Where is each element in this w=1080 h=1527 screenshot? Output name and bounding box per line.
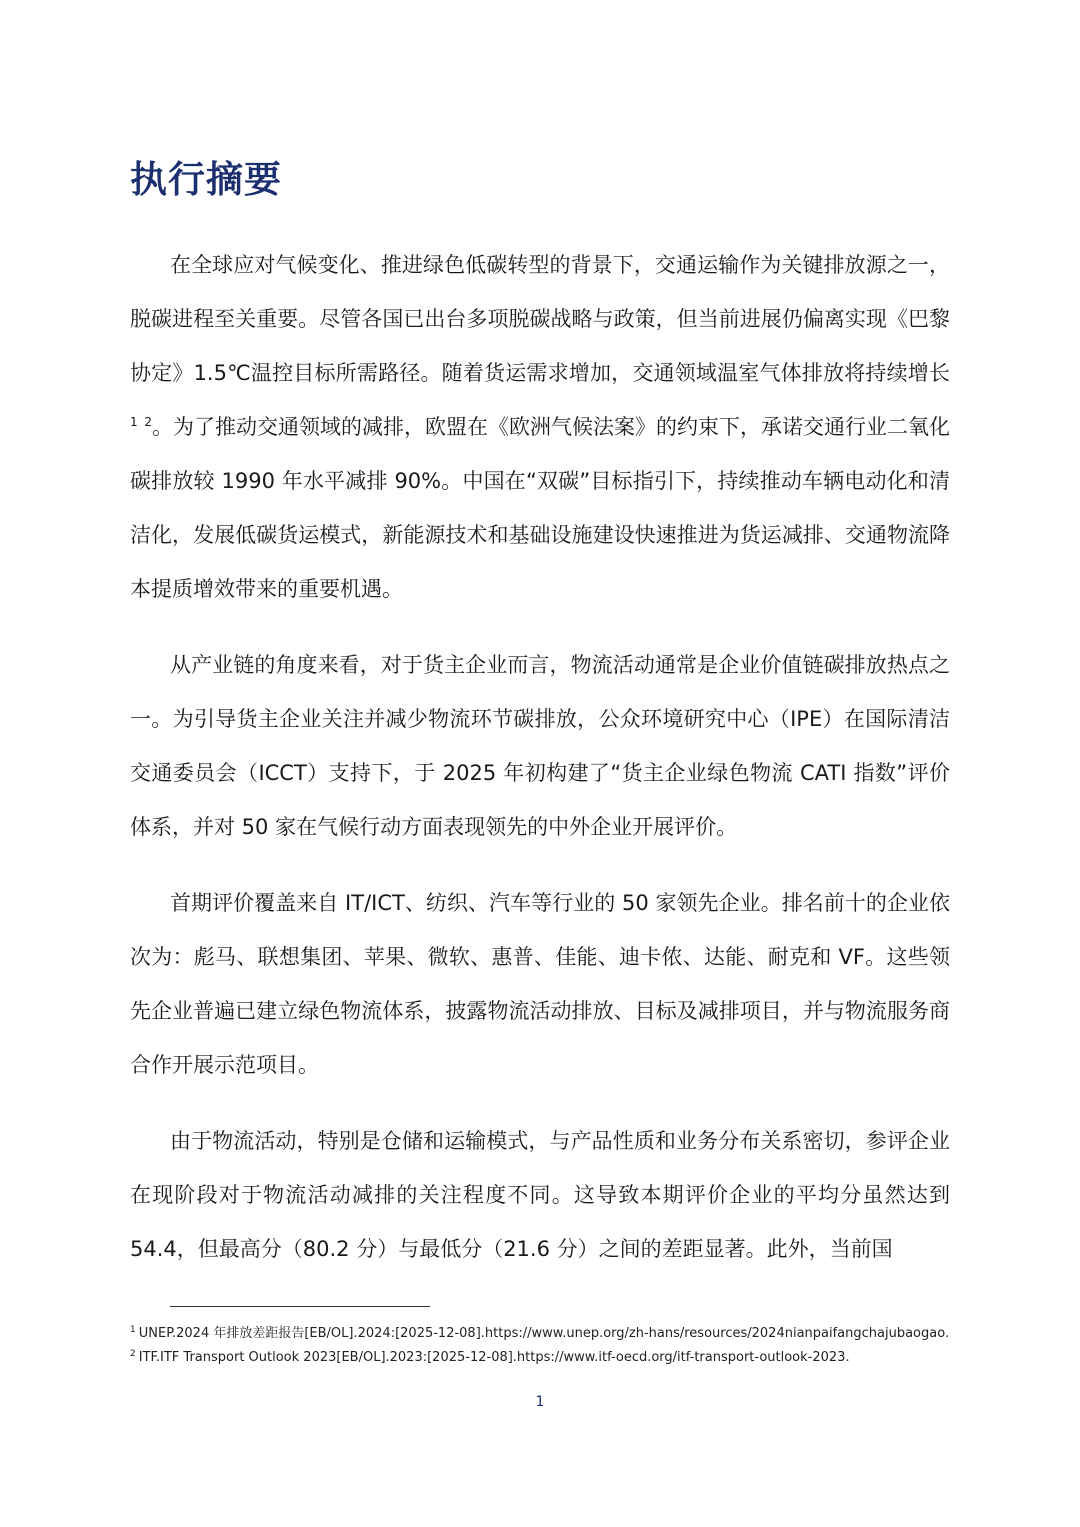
- section-title: 执行摘要: [130, 158, 282, 201]
- footnote-1-mark: 1: [130, 1324, 136, 1335]
- paragraph-1-continued: 。为了推动交通领域的减排，欧盟在《欧洲气候法案》的约束下，承诺交通行业二氧化碳排放较 1990 年水平减排 90%。中国在“双碳”目标指引下，持续推动车辆电动化和清洁化，发展低碳货运模式，新能源技术和基础设施建设快速推进为货运减排、交通物流降本提质增效带来的重要机遇。: [130, 415, 950, 601]
- page-number: 1: [535, 1394, 545, 1410]
- paragraph-4: 由于物流活动，特别是仓储和运输模式，与产品性质和业务分布关系密切，参评企业在现阶段对于物流活动减排的关注程度不同。这导致本期评价企业的平均分虽然达到 54.4，但最高分（80.2 分）与最低分（21.6 分）之间的差距显著。此外，当前国: [130, 1129, 950, 1261]
- paragraph-1: [130, 238, 950, 616]
- paragraph-1-text: 在全球应对气候变化、推进绿色低碳转型的背景下，交通运输作为关键排放源之一，脱碳进程至关重要。尽管各国已出台多项脱碳战略与政策，但当前进展仍偏离实现《巴黎协定》1.5℃温控目标所需路径。随着货运需求增加，交通领域温室气体排放将持续增长: [130, 253, 950, 385]
- footnote-1-text[interactable]: UNEP.2024 年排放差距报告[EB/OL].2024:[2025-12-08].https://www.unep.org/zh-hans/resources/2024nianpaifangchajubaogao.: [138, 1326, 950, 1341]
- paragraph-2: 从产业链的角度来看，对于货主企业而言，物流活动通常是企业价值链碳排放热点之一。为引导货主企业关注并减少物流环节碳排放，公众环境研究中心（IPE）在国际清洁交通委员会（ICCT）支持下，于 2025 年初构建了“货主企业绿色物流 CATI 指数”评价体系，并对 50 家在气候行动方面表现领先的中外企业开展评价。: [130, 653, 950, 839]
- document-body: [130, 238, 950, 1298]
- footnote-divider: [170, 1306, 430, 1307]
- paragraph-3: 首期评价覆盖来自 IT/ICT、纺织、汽车等行业的 50 家领先企业。排名前十的企业依次为：彪马、联想集团、苹果、微软、惠普、佳能、迪卡侬、达能、耐克和 VF。这些领先企业普遍已建立绿色物流体系，披露物流活动排放、目标及减排项目，并与物流服务商合作开展示范项目。: [130, 891, 950, 1077]
- footnote-2-text[interactable]: ITF.ITF Transport Outlook 2023[EB/OL].2023:[2025-12-08].https://www.itf-oecd.org/itf-transport-outlook-2023.: [138, 1350, 850, 1365]
- footnote-ref-1[interactable]: 1: [130, 415, 138, 429]
- footnote-ref-2[interactable]: 2: [144, 415, 152, 429]
- footnotes: [130, 1322, 950, 1370]
- footnote-2-mark: 2: [130, 1348, 136, 1359]
- footnote-1: [130, 1322, 950, 1346]
- footnote-2: [130, 1346, 950, 1370]
